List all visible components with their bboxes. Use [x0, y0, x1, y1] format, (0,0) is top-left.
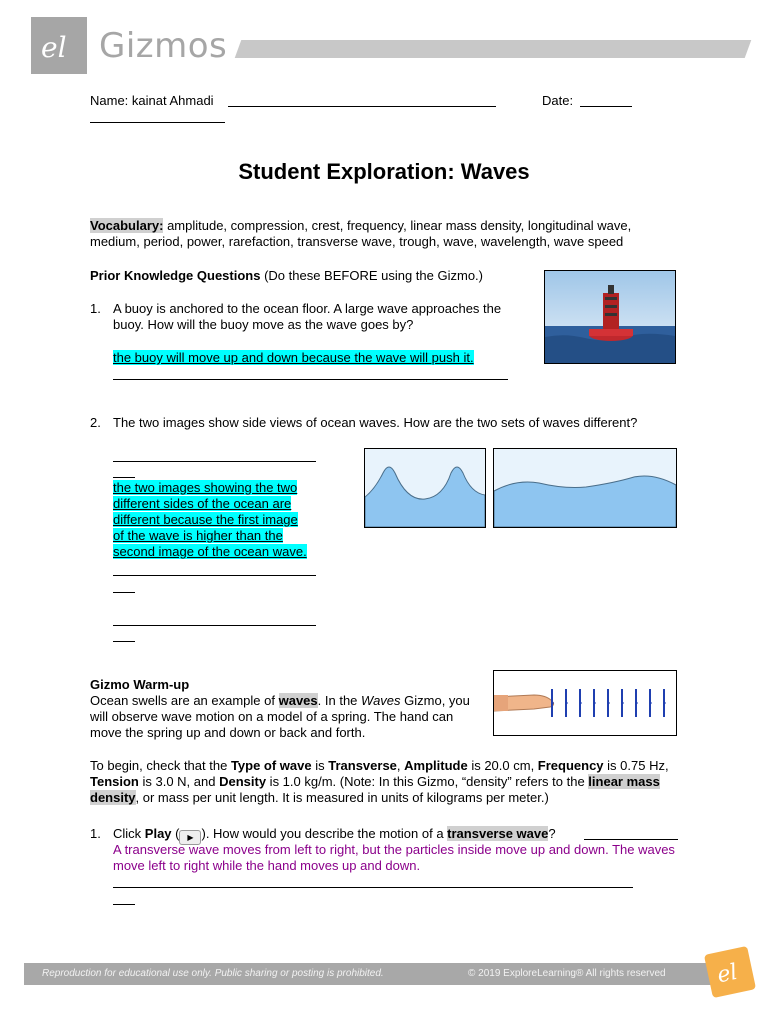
- linear-mass-density-term: linear mass density: [90, 774, 660, 805]
- footer-el-mark: [704, 946, 756, 998]
- name-label: Name: kainat Ahmadi: [90, 93, 214, 108]
- play-term: Play: [144, 826, 172, 841]
- footer-right-text: © 2019 ExploreLearning® All rights reserved: [468, 968, 666, 979]
- vocabulary-paragraph: [90, 218, 680, 250]
- warmup-q1-a: Click: [113, 826, 145, 841]
- warmup-q1-d: ?: [548, 826, 556, 841]
- q2-line-1: [113, 461, 316, 462]
- svg-text:el: el: [714, 959, 740, 989]
- warmup-waves-italic: Waves: [361, 693, 401, 708]
- warmup-p2-c: ,: [396, 758, 405, 773]
- q1-text: A buoy is anchored to the ocean floor. A large wave approaches the buoy. How will the buoy move as the wave goes by?: [113, 301, 502, 332]
- warmup-p2-e: is 0.75 Hz,: [603, 758, 669, 773]
- warmup-waves-term: waves: [278, 693, 318, 708]
- frequency-term: Frequency: [537, 758, 604, 773]
- warmup-q1-answer-line-b: [113, 904, 135, 905]
- warmup-p2-g: is 1.0 kg/m. (Note: In this Gizmo, “density” refers to the: [266, 774, 589, 789]
- warmup-p2-b: is: [311, 758, 329, 773]
- warmup-p2-d: is 20.0 cm,: [467, 758, 538, 773]
- q2-number: 2.: [90, 415, 101, 430]
- flat-wave-image: [493, 448, 677, 528]
- warmup-p1-c: Gizmo, you will observe wave motion on a model of a spring. The hand can move the spring up and down or back and forth.: [90, 693, 470, 740]
- el-logo-icon: [31, 17, 87, 74]
- warmup-paragraph-2: [90, 758, 680, 806]
- q2-answer-line-4: of the wave is higher than the: [113, 528, 283, 543]
- q2-answer[interactable]: [113, 480, 328, 560]
- warmup-q1-line: [584, 839, 678, 840]
- warmup-p2-h: , or mass per unit length. It is measured in units of kilograms per meter.): [135, 790, 549, 805]
- q2-line-2b: [113, 592, 135, 593]
- q2-line-2: [113, 575, 316, 576]
- prior-heading-row: [90, 268, 483, 283]
- warmup-heading: Gizmo Warm-up: [90, 677, 190, 692]
- header-bar: [235, 40, 752, 58]
- q2-text: The two images show side views of ocean waves. How are the two sets of waves different?: [113, 415, 638, 430]
- q1-answer[interactable]: [113, 350, 474, 365]
- buoy-picture: [545, 271, 675, 363]
- tall-wave-image: [364, 448, 486, 528]
- svg-text:el: el: [41, 31, 67, 64]
- prior-heading: Prior Knowledge Questions: [90, 268, 261, 283]
- amplitude-term: Amplitude: [404, 758, 468, 773]
- vocabulary-text: amplitude, compression, crest, frequency, linear mass density, longitudinal wave, medium, period, power, rarefaction, transverse wave, trough, wave, wavelength, wave speed: [90, 218, 632, 249]
- page-title: Student Exploration: Waves: [238, 159, 530, 184]
- density-term: Density: [219, 774, 267, 789]
- footer-left-text: Reproduction for educational use only. Public sharing or posting is prohibited.: [42, 968, 384, 979]
- warmup-q1-b: (: [171, 826, 180, 841]
- date-line-cont: [90, 122, 225, 123]
- flat-wave-picture: [494, 449, 676, 527]
- gizmos-logo-text: Gizmos: [99, 26, 228, 66]
- q1-number: 1.: [90, 301, 101, 316]
- tall-wave-picture: [365, 449, 485, 527]
- footer-bar: [24, 963, 744, 985]
- warmup-p2-a: To begin, check that the: [90, 758, 231, 773]
- warmup-q1-answer[interactable]: A transverse wave moves from left to right, but the particles inside move up and down. The waves move left to right while the hand moves up and down.: [113, 842, 675, 873]
- warmup-p1-a: Ocean swells are an example of: [90, 693, 279, 708]
- q2-line-3b: [113, 641, 135, 642]
- q2-answer-line-1: the two images showing the two: [113, 480, 298, 495]
- play-icon: ▶: [179, 830, 201, 845]
- spring-image: [493, 670, 677, 736]
- buoy-image: [544, 270, 676, 364]
- q1-answer-text: the buoy will move up and down because the wave will push it.: [113, 350, 474, 365]
- prior-heading-note: (Do these BEFORE using the Gizmo.): [260, 268, 483, 283]
- q2-answer-line-2: different sides of the ocean are: [113, 496, 292, 511]
- warmup-q1-answer-line: [113, 887, 633, 888]
- tension-term: Tension: [90, 774, 139, 789]
- date-label: Date:: [542, 93, 574, 108]
- gizmos-logo-box: [31, 17, 87, 74]
- q2-line-3: [113, 625, 316, 626]
- spring-hand-picture: [494, 671, 676, 735]
- q2-line-1b: [113, 477, 135, 478]
- transverse-wave-term: transverse wave: [447, 826, 549, 841]
- q2-answer-line-3: different because the first image: [113, 512, 298, 527]
- footer-el-logo-icon: [704, 946, 756, 998]
- type-of-wave-term: Type of wave: [230, 758, 312, 773]
- date-line: [580, 106, 632, 107]
- q2-answer-line-5: second image of the ocean wave.: [113, 544, 307, 559]
- warmup-p2-f: is 3.0 N, and: [138, 774, 220, 789]
- name-line: [228, 106, 496, 107]
- warmup-q1-c: ). How would you describe the motion of a: [201, 826, 448, 841]
- warmup-paragraph-1: [90, 693, 482, 741]
- vocabulary-label: Vocabulary:: [90, 218, 164, 233]
- warmup-p1-b: . In the: [317, 693, 362, 708]
- q1-answer-line: [113, 379, 508, 380]
- transverse-term: Transverse: [328, 758, 397, 773]
- warmup-q1-number: 1.: [90, 826, 101, 841]
